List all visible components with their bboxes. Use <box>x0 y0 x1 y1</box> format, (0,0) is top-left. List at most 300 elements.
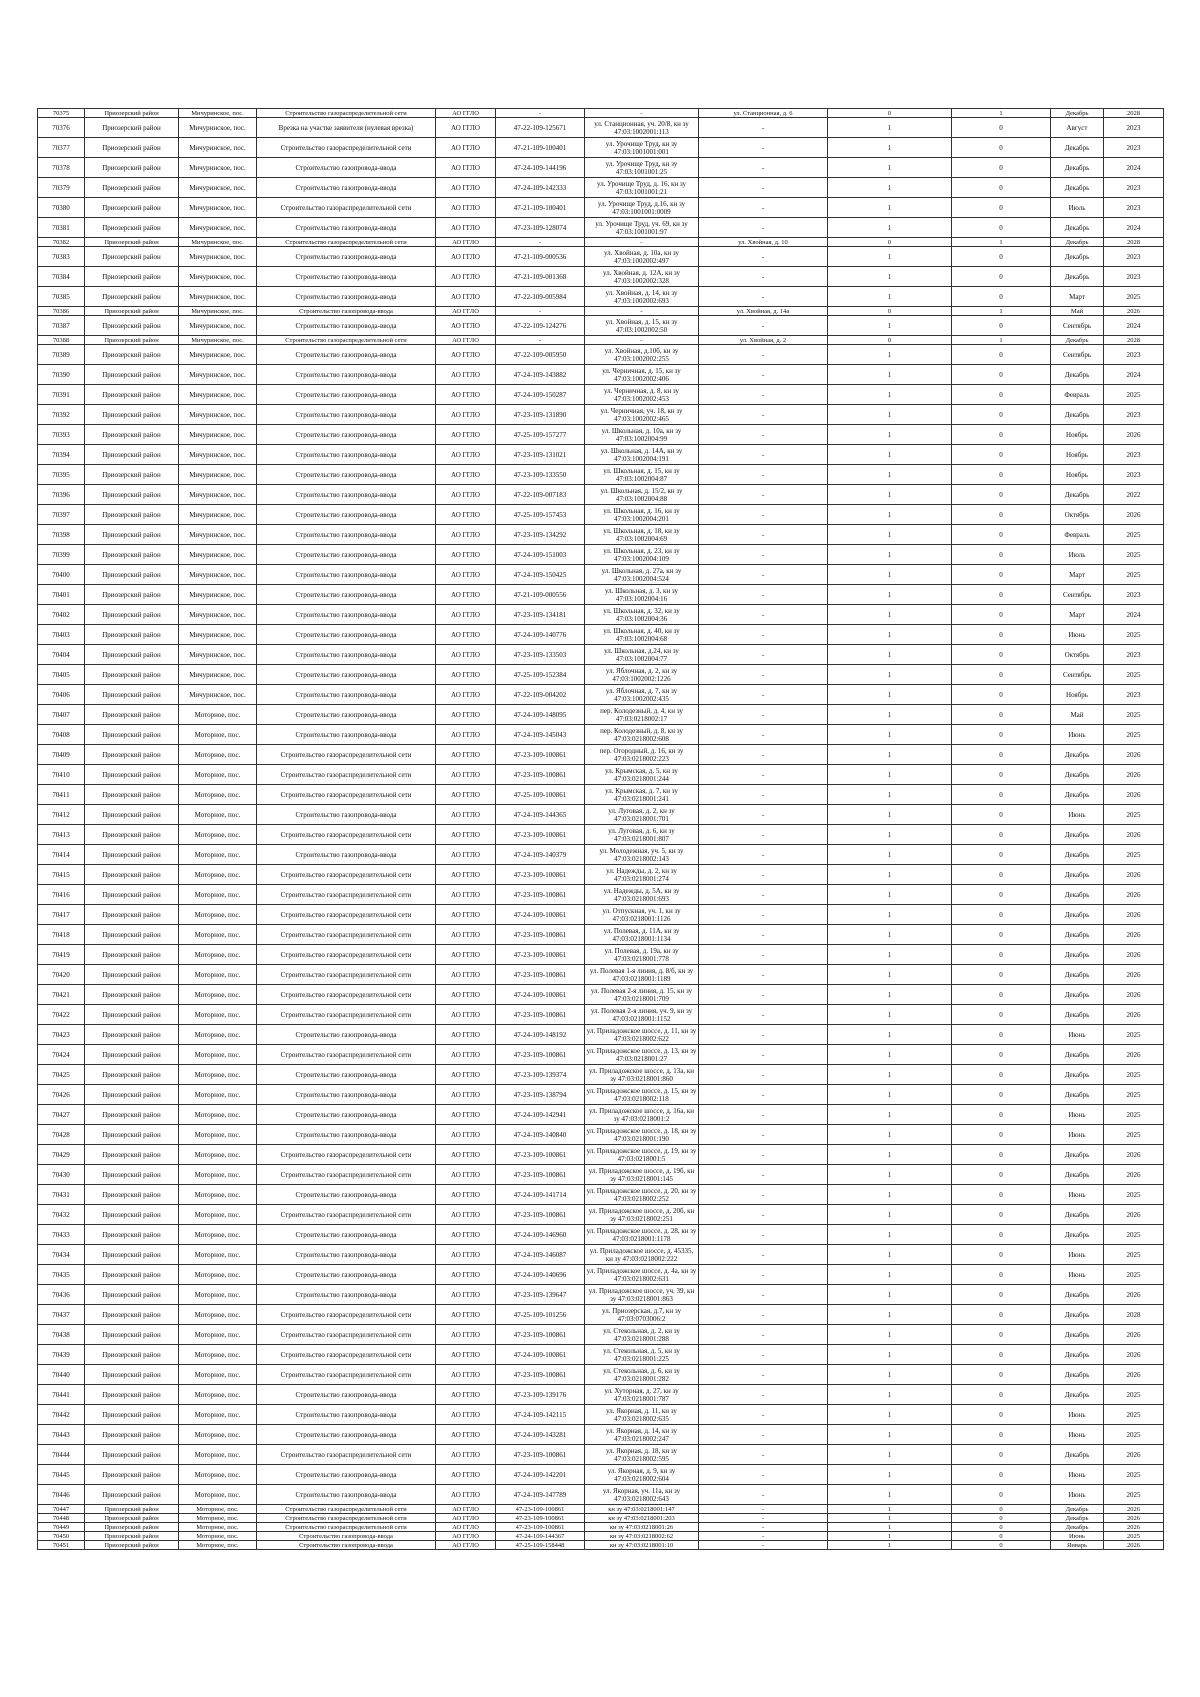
work-type-cell: Строительство газопровода-ввода <box>257 267 436 287</box>
count-a-cell: 1 <box>828 665 952 685</box>
row-number-cell: 70436 <box>38 1285 85 1305</box>
application-number-cell: 47-23-109-139647 <box>496 1285 585 1305</box>
operator-cell: АО ГГЛО <box>436 1065 496 1085</box>
application-number-cell: 47-24-109-150425 <box>496 565 585 585</box>
count-a-cell: 1 <box>828 1265 952 1285</box>
street-address-cell: - <box>699 1365 828 1385</box>
count-a-cell: 1 <box>828 345 952 365</box>
work-type-cell: Строительство газопровода-ввода <box>257 218 436 238</box>
operator-cell: АО ГГЛО <box>436 109 496 118</box>
settlement-cell: Моторное, пос. <box>179 1385 257 1405</box>
street-address-cell: - <box>699 645 828 665</box>
month-cell: Декабрь <box>1051 247 1104 267</box>
cadastral-address-cell: ул. Якорная, д. 18, кн зу 47:03:0218002:595 <box>585 1445 699 1465</box>
row-number-cell: 70420 <box>38 965 85 985</box>
settlement-cell: Моторное, пос. <box>179 1185 257 1205</box>
table-row <box>38 1225 1164 1245</box>
table-row <box>38 1445 1164 1465</box>
year-cell: 2023 <box>1104 118 1164 138</box>
count-a-cell: 1 <box>828 605 952 625</box>
district-cell: Приозерский район <box>85 965 179 985</box>
count-b-cell: 0 <box>952 1265 1051 1285</box>
cadastral-address-cell: ул. Луговая, д. 2, кн зу 47:03:0218001:701 <box>585 805 699 825</box>
table-row <box>38 1205 1164 1225</box>
application-number-cell: 47-23-109-100861 <box>496 925 585 945</box>
count-b-cell: 0 <box>952 1285 1051 1305</box>
month-cell: Июнь <box>1051 1245 1104 1265</box>
street-address-cell: - <box>699 565 828 585</box>
street-address-cell: - <box>699 1285 828 1305</box>
row-number-cell: 70390 <box>38 365 85 385</box>
settlement-cell: Моторное, пос. <box>179 1514 257 1523</box>
table-row <box>38 585 1164 605</box>
count-b-cell: 0 <box>952 1065 1051 1085</box>
count-a-cell: 1 <box>828 685 952 705</box>
street-address-cell: - <box>699 1185 828 1205</box>
operator-cell: АО ГГЛО <box>436 985 496 1005</box>
street-address-cell: - <box>699 1205 828 1225</box>
month-cell: Декабрь <box>1051 1514 1104 1523</box>
application-number-cell: 47-23-109-100861 <box>496 965 585 985</box>
application-number-cell: 47-24-109-141714 <box>496 1185 585 1205</box>
row-number-cell: 70424 <box>38 1045 85 1065</box>
table-row <box>38 307 1164 316</box>
month-cell: Июнь <box>1051 1265 1104 1285</box>
work-type-cell: Строительство газопровода-ввода <box>257 1065 436 1085</box>
street-address-cell: - <box>699 1445 828 1465</box>
count-b-cell: 0 <box>952 1125 1051 1145</box>
street-address-cell: - <box>699 785 828 805</box>
count-a-cell: 1 <box>828 425 952 445</box>
settlement-cell: Моторное, пос. <box>179 865 257 885</box>
application-number-cell: 47-25-109-157277 <box>496 425 585 445</box>
year-cell: 2026 <box>1104 865 1164 885</box>
count-a-cell: 0 <box>828 336 952 345</box>
year-cell: 2025 <box>1104 1485 1164 1505</box>
settlement-cell: Мичуринское, пос. <box>179 316 257 336</box>
settlement-cell: Моторное, пос. <box>179 1425 257 1445</box>
row-number-cell: 70441 <box>38 1385 85 1405</box>
work-type-cell: Строительство газопровода-ввода <box>257 605 436 625</box>
cadastral-address-cell: ул. Школьная, д. 23, кн зу 47:03:1002004:109 <box>585 545 699 565</box>
table-row <box>38 505 1164 525</box>
row-number-cell: 70412 <box>38 805 85 825</box>
table-row <box>38 765 1164 785</box>
table-row <box>38 247 1164 267</box>
cadastral-address-cell: ул. Стекольная, д. 5, кн зу 47:03:0218001:225 <box>585 1345 699 1365</box>
application-number-cell: 47-24-109-150287 <box>496 385 585 405</box>
count-a-cell: 1 <box>828 885 952 905</box>
street-address-cell: - <box>699 1065 828 1085</box>
work-type-cell: Строительство газораспределительной сети <box>257 1005 436 1025</box>
district-cell: Приозерский район <box>85 198 179 218</box>
district-cell: Приозерский район <box>85 1245 179 1265</box>
month-cell: Декабрь <box>1051 1045 1104 1065</box>
count-a-cell: 1 <box>828 1325 952 1345</box>
month-cell: Декабрь <box>1051 885 1104 905</box>
count-a-cell: 1 <box>828 785 952 805</box>
table-row <box>38 825 1164 845</box>
count-a-cell: 1 <box>828 385 952 405</box>
cadastral-address-cell: ул. Урочище Труд, кн зу 47:03:1001001:001 <box>585 138 699 158</box>
month-cell: Декабрь <box>1051 985 1104 1005</box>
work-type-cell: Строительство газораспределительной сети <box>257 1365 436 1385</box>
count-b-cell: 0 <box>952 1541 1051 1550</box>
count-a-cell: 0 <box>828 238 952 247</box>
cadastral-address-cell: кн зу 47:03:0218001:203 <box>585 1514 699 1523</box>
street-address-cell: ул. Хвойная, д. 2 <box>699 336 828 345</box>
district-cell: Приозерский район <box>85 605 179 625</box>
year-cell: 2023 <box>1104 178 1164 198</box>
work-type-cell: Строительство газопровода-ввода <box>257 1105 436 1125</box>
month-cell: Июнь <box>1051 1532 1104 1541</box>
operator-cell: АО ГГЛО <box>436 267 496 287</box>
count-b-cell: 0 <box>952 365 1051 385</box>
month-cell: Декабрь <box>1051 158 1104 178</box>
cadastral-address-cell: ул. Крымская, д. 5, кн зу 47:03:0218001:244 <box>585 765 699 785</box>
row-number-cell: 70450 <box>38 1532 85 1541</box>
street-address-cell: - <box>699 1523 828 1532</box>
count-a-cell: 1 <box>828 905 952 925</box>
settlement-cell: Мичуринское, пос. <box>179 267 257 287</box>
year-cell: 2025 <box>1104 525 1164 545</box>
district-cell: Приозерский район <box>85 745 179 765</box>
street-address-cell: - <box>699 178 828 198</box>
district-cell: Приозерский район <box>85 1205 179 1225</box>
street-address-cell: - <box>699 445 828 465</box>
work-type-cell: Строительство газопровода-ввода <box>257 1025 436 1045</box>
month-cell: Июнь <box>1051 1185 1104 1205</box>
month-cell: Июнь <box>1051 1105 1104 1125</box>
work-type-cell: Строительство газопровода-ввода <box>257 385 436 405</box>
month-cell: Декабрь <box>1051 1225 1104 1245</box>
year-cell: 2026 <box>1104 1045 1164 1065</box>
month-cell: Ноябрь <box>1051 685 1104 705</box>
count-b-cell: 0 <box>952 465 1051 485</box>
table-row <box>38 1425 1164 1445</box>
month-cell: Декабрь <box>1051 238 1104 247</box>
count-a-cell: 1 <box>828 845 952 865</box>
operator-cell: АО ГГЛО <box>436 1285 496 1305</box>
row-number-cell: 70410 <box>38 765 85 785</box>
operator-cell: АО ГГЛО <box>436 505 496 525</box>
row-number-cell: 70396 <box>38 485 85 505</box>
table-row <box>38 1485 1164 1505</box>
cadastral-address-cell: ул. Школьная, д. 18, кн зу 47:03:1002004:69 <box>585 525 699 545</box>
settlement-cell: Моторное, пос. <box>179 1145 257 1165</box>
settlement-cell: Моторное, пос. <box>179 1265 257 1285</box>
year-cell: 2024 <box>1104 158 1164 178</box>
district-cell: Приозерский район <box>85 425 179 445</box>
count-b-cell: 0 <box>952 845 1051 865</box>
cadastral-address-cell: ул. Приладожское шоссе, д. 28, кн зу 47:03:0218001:1178 <box>585 1225 699 1245</box>
year-cell: 2023 <box>1104 198 1164 218</box>
row-number-cell: 70400 <box>38 565 85 585</box>
month-cell: Декабрь <box>1051 485 1104 505</box>
application-number-cell: - <box>496 307 585 316</box>
settlement-cell: Моторное, пос. <box>179 765 257 785</box>
work-type-cell: Строительство газораспределительной сети <box>257 1305 436 1325</box>
district-cell: Приозерский район <box>85 1005 179 1025</box>
work-type-cell: Строительство газопровода-ввода <box>257 178 436 198</box>
work-type-cell: Строительство газопровода-ввода <box>257 1245 436 1265</box>
work-type-cell: Строительство газораспределительной сети <box>257 885 436 905</box>
cadastral-address-cell: ул. Школьная, д.24, кн зу 47:03:1002004:77 <box>585 645 699 665</box>
count-b-cell: 0 <box>952 385 1051 405</box>
count-b-cell: 0 <box>952 118 1051 138</box>
count-a-cell: 1 <box>828 465 952 485</box>
year-cell: 2026 <box>1104 1325 1164 1345</box>
district-cell: Приозерский район <box>85 625 179 645</box>
settlement-cell: Мичуринское, пос. <box>179 605 257 625</box>
work-type-cell: Строительство газопровода-ввода <box>257 485 436 505</box>
year-cell: 2025 <box>1104 287 1164 307</box>
year-cell: 2025 <box>1104 805 1164 825</box>
operator-cell: АО ГГЛО <box>436 525 496 545</box>
year-cell: 2025 <box>1104 545 1164 565</box>
operator-cell: АО ГГЛО <box>436 1085 496 1105</box>
year-cell: 2023 <box>1104 585 1164 605</box>
application-number-cell: 47-24-109-146960 <box>496 1225 585 1245</box>
table-row <box>38 118 1164 138</box>
operator-cell: АО ГГЛО <box>436 1345 496 1365</box>
month-cell: Декабрь <box>1051 825 1104 845</box>
month-cell: Февраль <box>1051 385 1104 405</box>
work-type-cell: Строительство газораспределительной сети <box>257 1523 436 1532</box>
settlement-cell: Моторное, пос. <box>179 1225 257 1245</box>
count-b-cell: 0 <box>952 525 1051 545</box>
district-cell: Приозерский район <box>85 218 179 238</box>
settlement-cell: Мичуринское, пос. <box>179 445 257 465</box>
street-address-cell: - <box>699 1485 828 1505</box>
count-a-cell: 1 <box>828 925 952 945</box>
district-cell: Приозерский район <box>85 138 179 158</box>
settlement-cell: Мичуринское, пос. <box>179 138 257 158</box>
work-type-cell: Строительство газопровода-ввода <box>257 665 436 685</box>
year-cell: 2024 <box>1104 218 1164 238</box>
application-number-cell: 47-24-109-140696 <box>496 1265 585 1285</box>
work-type-cell: Строительство газопровода-ввода <box>257 465 436 485</box>
application-number-cell: 47-23-109-139374 <box>496 1065 585 1085</box>
month-cell: Июнь <box>1051 1125 1104 1145</box>
table-row <box>38 925 1164 945</box>
table-row <box>38 1165 1164 1185</box>
table-row <box>38 1085 1164 1105</box>
settlement-cell: Мичуринское, пос. <box>179 365 257 385</box>
year-cell: 2028 <box>1104 109 1164 118</box>
application-number-cell: 47-24-109-140840 <box>496 1125 585 1145</box>
row-number-cell: 70421 <box>38 985 85 1005</box>
count-b-cell: 0 <box>952 1365 1051 1385</box>
operator-cell: АО ГГЛО <box>436 345 496 365</box>
district-cell: Приозерский район <box>85 267 179 287</box>
table-row <box>38 1505 1164 1514</box>
row-number-cell: 70393 <box>38 425 85 445</box>
work-type-cell: Строительство газораспределительной сети <box>257 1325 436 1345</box>
month-cell: Декабрь <box>1051 365 1104 385</box>
work-type-cell: Строительство газопровода-ввода <box>257 1085 436 1105</box>
count-b-cell: 0 <box>952 1385 1051 1405</box>
cadastral-address-cell: ул. Приладожское шоссе, д. 11, кн зу 47:03:0218002:622 <box>585 1025 699 1045</box>
operator-cell: АО ГГЛО <box>436 1005 496 1025</box>
row-number-cell: 70419 <box>38 945 85 965</box>
table-row <box>38 685 1164 705</box>
operator-cell: АО ГГЛО <box>436 685 496 705</box>
count-a-cell: 1 <box>828 505 952 525</box>
row-number-cell: 70378 <box>38 158 85 178</box>
cadastral-address-cell: ул. Школьная, д. 15, кн зу 47:03:1002004:87 <box>585 465 699 485</box>
district-cell: Приозерский район <box>85 1145 179 1165</box>
settlement-cell: Моторное, пос. <box>179 1505 257 1514</box>
count-a-cell: 1 <box>828 1385 952 1405</box>
month-cell: Октябрь <box>1051 645 1104 665</box>
application-number-cell: 47-25-109-157453 <box>496 505 585 525</box>
count-a-cell: 1 <box>828 1125 952 1145</box>
count-a-cell: 1 <box>828 1085 952 1105</box>
street-address-cell: - <box>699 1405 828 1425</box>
work-type-cell: Строительство газораспределительной сети <box>257 1165 436 1185</box>
row-number-cell: 70415 <box>38 865 85 885</box>
settlement-cell: Мичуринское, пос. <box>179 645 257 665</box>
district-cell: Приозерский район <box>85 1405 179 1425</box>
table-row <box>38 109 1164 118</box>
street-address-cell: - <box>699 425 828 445</box>
work-type-cell: Строительство газораспределительной сети <box>257 1445 436 1465</box>
count-a-cell: 1 <box>828 1045 952 1065</box>
table-row <box>38 316 1164 336</box>
application-number-cell: 47-24-109-146087 <box>496 1245 585 1265</box>
cadastral-address-cell: ул. Полевая, д. 19а, кн зу 47:03:0218001:778 <box>585 945 699 965</box>
district-cell: Приозерский район <box>85 505 179 525</box>
month-cell: Декабрь <box>1051 1345 1104 1365</box>
cadastral-address-cell: ул. Яблочная, д. 2, кн зу 47:03:1002002:1226 <box>585 665 699 685</box>
application-number-cell: 47-23-109-128074 <box>496 218 585 238</box>
table-row <box>38 1365 1164 1385</box>
settlement-cell: Мичуринское, пос. <box>179 109 257 118</box>
count-b-cell: 0 <box>952 158 1051 178</box>
cadastral-address-cell: ул. Приладожское шоссе, д. 18, кн зу 47:03:0218001:190 <box>585 1125 699 1145</box>
month-cell: Февраль <box>1051 525 1104 545</box>
district-cell: Приозерский район <box>85 1025 179 1045</box>
count-b-cell: 0 <box>952 825 1051 845</box>
application-number-cell: 47-24-109-142941 <box>496 1105 585 1125</box>
settlement-cell: Моторное, пос. <box>179 1305 257 1325</box>
street-address-cell: - <box>699 247 828 267</box>
month-cell: Декабрь <box>1051 1505 1104 1514</box>
application-number-cell: 47-23-109-100861 <box>496 1445 585 1465</box>
month-cell: Декабрь <box>1051 267 1104 287</box>
cadastral-address-cell: ул. Урочище Труд, кн зу 47:03:1001001:25 <box>585 158 699 178</box>
table-row <box>38 1523 1164 1532</box>
operator-cell: АО ГГЛО <box>436 825 496 845</box>
settlement-cell: Моторное, пос. <box>179 945 257 965</box>
month-cell: Июль <box>1051 545 1104 565</box>
count-b-cell: 0 <box>952 765 1051 785</box>
street-address-cell: - <box>699 1541 828 1550</box>
row-number-cell: 70399 <box>38 545 85 565</box>
count-a-cell: 1 <box>828 1345 952 1365</box>
operator-cell: АО ГГЛО <box>436 316 496 336</box>
operator-cell: АО ГГЛО <box>436 725 496 745</box>
year-cell: 2026 <box>1104 745 1164 765</box>
settlement-cell: Моторное, пос. <box>179 1085 257 1105</box>
operator-cell: АО ГГЛО <box>436 247 496 267</box>
work-type-cell: Строительство газопровода-ввода <box>257 1465 436 1485</box>
work-type-cell: Строительство газопровода-ввода <box>257 1265 436 1285</box>
cadastral-address-cell: ул. Школьная, д. 3, кн зу 47:03:1002004:16 <box>585 585 699 605</box>
operator-cell: АО ГГЛО <box>436 1265 496 1285</box>
settlement-cell: Моторное, пос. <box>179 1285 257 1305</box>
month-cell: Январь <box>1051 1541 1104 1550</box>
district-cell: Приозерский район <box>85 287 179 307</box>
work-type-cell: Строительство газопровода-ввода <box>257 1405 436 1425</box>
month-cell: Октябрь <box>1051 505 1104 525</box>
count-b-cell: 0 <box>952 316 1051 336</box>
table-row <box>38 1325 1164 1345</box>
cadastral-address-cell: ул. Школьная, д. 40, кн зу 47:03:1002004:68 <box>585 625 699 645</box>
month-cell: Декабрь <box>1051 765 1104 785</box>
work-type-cell: Строительство газораспределительной сети <box>257 945 436 965</box>
application-number-cell: 47-25-109-101256 <box>496 1305 585 1325</box>
street-address-cell: - <box>699 1465 828 1485</box>
row-number-cell: 70388 <box>38 336 85 345</box>
district-cell: Приозерский район <box>85 1425 179 1445</box>
street-address-cell: - <box>699 385 828 405</box>
count-a-cell: 1 <box>828 1541 952 1550</box>
table-row <box>38 1105 1164 1125</box>
street-address-cell: - <box>699 1514 828 1523</box>
year-cell: 2026 <box>1104 1145 1164 1165</box>
district-cell: Приозерский район <box>85 247 179 267</box>
count-a-cell: 1 <box>828 158 952 178</box>
year-cell: 2025 <box>1104 1065 1164 1085</box>
settlement-cell: Моторное, пос. <box>179 1025 257 1045</box>
count-b-cell: 0 <box>952 865 1051 885</box>
count-b-cell: 0 <box>952 1345 1051 1365</box>
work-type-cell: Строительство газопровода-ввода <box>257 345 436 365</box>
row-number-cell: 70416 <box>38 885 85 905</box>
street-address-cell: - <box>699 316 828 336</box>
cadastral-address-cell: ул. Полевая 1-я линия, д. 8/б, кн зу 47:03:0218001:1189 <box>585 965 699 985</box>
row-number-cell: 70417 <box>38 905 85 925</box>
operator-cell: АО ГГЛО <box>436 705 496 725</box>
gasification-schedule-table <box>37 108 1164 1550</box>
settlement-cell: Моторное, пос. <box>179 1523 257 1532</box>
work-type-cell: Строительство газораспределительной сети <box>257 1514 436 1523</box>
cadastral-address-cell: кн зу 47:03:0218001:10 <box>585 1541 699 1550</box>
operator-cell: АО ГГЛО <box>436 1305 496 1325</box>
count-b-cell: 0 <box>952 1445 1051 1465</box>
district-cell: Приозерский район <box>85 178 179 198</box>
settlement-cell: Мичуринское, пос. <box>179 425 257 445</box>
count-a-cell: 1 <box>828 1465 952 1485</box>
row-number-cell: 70383 <box>38 247 85 267</box>
table-row <box>38 1185 1164 1205</box>
district-cell: Приозерский район <box>85 945 179 965</box>
cadastral-address-cell: ул. Школьная, д. 32, кн зу 47:03:1002004:36 <box>585 605 699 625</box>
settlement-cell: Мичуринское, пос. <box>179 665 257 685</box>
month-cell: Июнь <box>1051 1425 1104 1445</box>
month-cell: Июнь <box>1051 725 1104 745</box>
district-cell: Приозерский район <box>85 385 179 405</box>
street-address-cell: - <box>699 218 828 238</box>
year-cell: 2025 <box>1104 565 1164 585</box>
district-cell: Приозерский район <box>85 1185 179 1205</box>
street-address-cell: - <box>699 905 828 925</box>
application-number-cell: 47-23-109-100861 <box>496 1005 585 1025</box>
settlement-cell: Мичуринское, пос. <box>179 345 257 365</box>
count-b-cell: 0 <box>952 665 1051 685</box>
